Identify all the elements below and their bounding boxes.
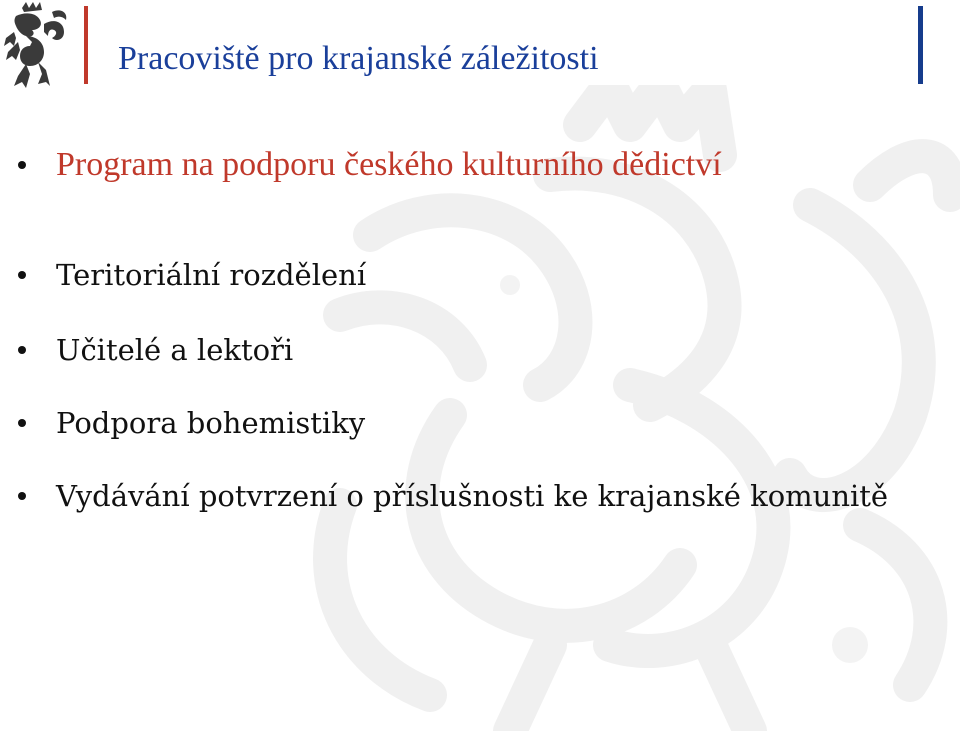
bullet-dot-icon [18,271,26,279]
bullet-dot-icon [18,346,26,354]
slide-title: Pracoviště pro krajanské záležitosti [118,40,599,77]
bullet-text: Podpora bohemistiky [56,406,366,440]
bullet-dot-icon [18,492,26,500]
bullet-dot-icon [18,419,26,427]
list-item [18,406,365,440]
list-item [18,258,366,292]
bullet-text: Učitelé a lektoři [56,333,294,367]
list-item [18,479,888,513]
bullet-text: Vydávání potvrzení o příslušnosti ke krajanské komunitě [56,479,889,513]
list-item [18,146,722,184]
list-item [18,333,293,367]
bullet-dot-icon [18,161,26,169]
bullet-text: Program na podporu českého kulturního dědictví [56,146,722,183]
bullet-text: Teritoriální rozdělení [56,258,367,292]
